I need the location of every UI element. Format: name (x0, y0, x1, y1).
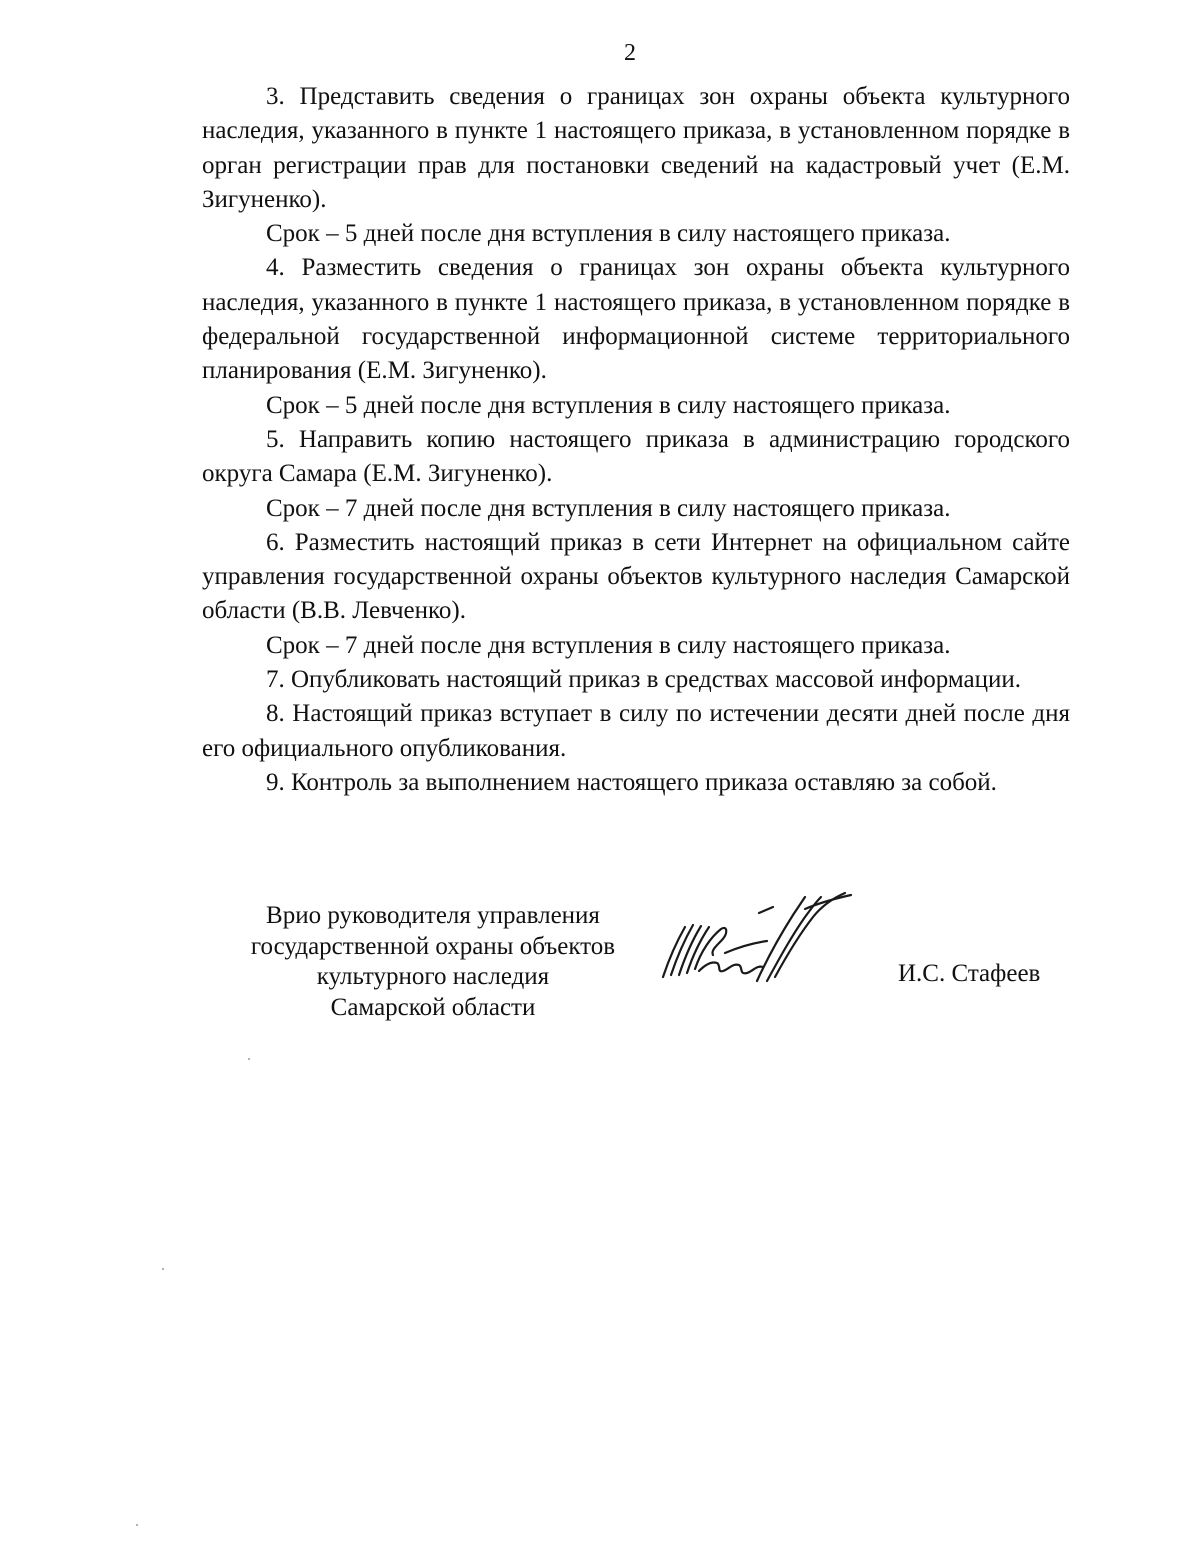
signer-position-line: Врио руководителя управления (266, 902, 600, 929)
signer-position-line: государственной охраны объектов (250, 932, 616, 960)
paragraph-item-3: 3. Представить сведения о границах зон охраны объекта культурного наследия, указанного в пункте 1 настоящего приказа, в установленном порядке в орган регистрации прав для постановки сведений на кадастровый учет (Е.М. Зигуненко). (202, 83, 1070, 213)
signer-position (228, 901, 638, 1023)
paragraph-item-6: 6. Разместить настоящий приказ в сети Интернет на официальном сайте управления государственной охраны объектов культурного наследия Самарской области (В.В. Левченко). (202, 528, 1070, 625)
scan-speck (248, 1058, 250, 1060)
paragraph-item-5: 5. Направить копию настоящего приказа в администрацию городского округа Самара (Е.М. Зигуненко). (202, 425, 1070, 488)
page-number: 2 (624, 40, 636, 66)
signer-position-line: культурного наследия (316, 963, 550, 990)
scan-speck (162, 1268, 164, 1270)
signature-block (200, 901, 1080, 1031)
signer-position-line: Самарской области (330, 993, 536, 1021)
paragraph-item-4: 4. Разместить сведения о границах зон охраны объекта культурного наследия, указанного в пункте 1 настоящего приказа, в установленном порядке в федеральной государственной информационной системе территориального планирования (Е.М. Зигуненко). (202, 254, 1070, 385)
handwritten-signature (655, 889, 875, 994)
paragraph-item-9: 9. Контроль за выполнением настоящего приказа оставляю за собой. (266, 768, 997, 796)
paragraph-deadline-3: Срок – 5 дней после дня вступления в силу настоящего приказа. (266, 220, 951, 248)
signer-name: И.С. Стафеев (898, 960, 1041, 987)
paragraph-item-7: 7. Опубликовать настоящий приказ в средствах массовой информации. (266, 666, 1022, 694)
paragraph-deadline-6: Срок – 7 дней после дня вступления в силу настоящего приказа. (266, 631, 951, 659)
document-body (202, 80, 1070, 800)
scan-speck (136, 1524, 138, 1526)
paragraph-item-8: 8. Настоящий приказ вступает в силу по истечении десяти дней после дня его официального опубликования. (202, 700, 1070, 762)
signature-strokes (663, 893, 851, 981)
paragraph-deadline-5: Срок – 7 дней после дня вступления в силу настоящего приказа. (266, 494, 951, 522)
paragraph-deadline-4: Срок – 5 дней после дня вступления в силу настоящего приказа. (266, 391, 951, 419)
